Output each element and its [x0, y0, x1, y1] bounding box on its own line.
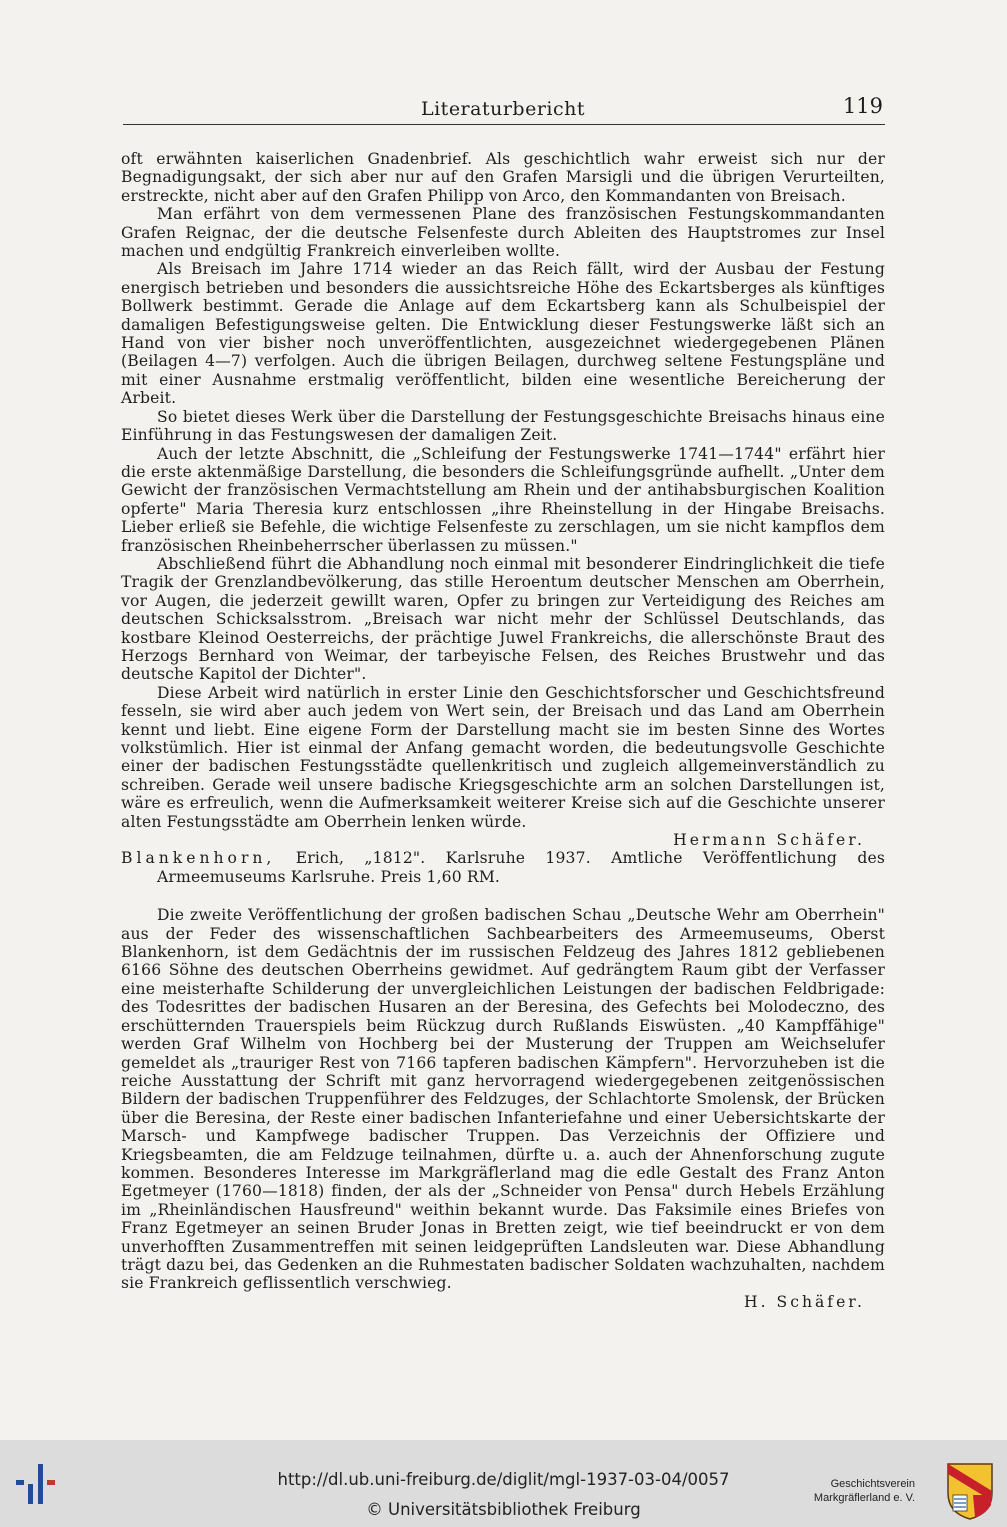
org-line: Markgräflerland e. V.: [813, 1492, 915, 1504]
paragraph: oft erwähnten kaiserlichen Gnadenbrief. Als geschichtlich wahr erweist sich nur der Begnadigungsakt, der sich aber nur auf den Grafen Marsigli und die übrigen Verurteilten, erstreckte, nicht aber auf den Grafen Philipp von Arco, den Kommandanten von Breisach.: [121, 150, 885, 205]
paragraph: Man erfährt von dem vermessenen Plane des französischen Festungskommandanten Grafen Reignac, der die deutsche Felsenfeste durch Ableiten des Hauptstromes zur Insel machen und endgültig Frankreich einverleiben wollte.: [121, 205, 885, 261]
bibliographic-entry: [121, 849, 885, 886]
running-header: [123, 94, 885, 125]
header-title: Literaturbericht: [420, 98, 586, 120]
paragraph: So bietet dieses Werk über die Darstellung der Festungsgeschichte Breisachs hinaus eine Einführung in das Festungswesen der damaligen Zeit.: [121, 407, 885, 445]
org-line: Geschichtsverein: [830, 1478, 915, 1490]
copyright-notice: © Universitätsbibliothek Freiburg: [366, 1500, 641, 1519]
paragraph: Die zweite Veröffentlichung der großen badischen Schau „Deutsche Wehr am Oberrhein" aus der Feder des wissenschaftlichen Sachbearbeiters des Armeemuseums, Oberst Blankenhorn, ist dem Gedächtnis der im russischen Feldzeug des Jahres 1812 gebliebenen 6166 Söhne des deutschen Oberrheins gewidmet. Auf gedrängtem Raum gibt der Verfasser eine meisterhafte Schilderung der unvergleichlichen Leistungen der badischen Feldbrigade: des Todesrittes der badischen Husaren an der Beresina, des Gefechts bei Molodeczno, des erschütternden Trauerspiels beim Rückzug durch Rußlands Eiswüsten. „40 Kampffähige" werden Graf Wilhelm von Hochberg bei der Musterung der Truppen am Weichselufer gemeldet als „trauriger Rest von 7166 tapferen badischen Kämpfern". Hervorzuheben ist die reiche Ausstattung der Schrift mit ganz hervorragend wiedergegebenen zeitgenössischen Bildern der badischen Truppenführer des Feldzuges, der Schlachtorte Smolensk, der Brücken über die Beresina, der Reste einer badischen Infanteriefahne und einer Uebersichtskarte der Marsch- und Kampfwege badischer Truppen. Das Verzeichnis der Offiziere und Kriegsbeamten, die am Feldzuge teilnahmen, dürfte u. a. auch der Ahnenforschung zugute kommen. Besonderes Interesse im Markgräflerland mag die edle Gestalt des Franz Anton Egetmeyer (1760—1818) finden, der als der „Schneider von Pensa" durch Hebels Erzählung im „Rheinländischen Hausfreund" weithin bekannt wurde. Das Faksimile eines Briefes von Franz Egetmeyer an seinen Bruder Jonas in Bretten zeigt, wie tief beeindruckt er von dem unverhofften Zusammentreffen mit seinen leidgeprüften Landsleuten war. Diese Abhandlung trägt dazu bei, das Gedenken an die Ruhmestaten badischer Soldaten wachzuhalten, nachdem sie Frankreich geflissentlich verschwieg.: [121, 906, 885, 1293]
page-number: 119: [842, 94, 883, 118]
permalink-url[interactable]: http://dl.ub.uni-freiburg.de/diglit/mgl-1937-03-04/0057: [277, 1470, 730, 1489]
entry-author: Blankenhorn,: [121, 849, 276, 868]
paragraph: Abschließend führt die Abhandlung noch einmal mit besonderer Eindringlichkeit die tiefe Tragik der Grenzlandbevölkerung, das stille Heroentum deutscher Menschen am Oberrhein, vor Augen, die jederzeit gewillt waren, Opfer zu bringen zur Verteidigung des Reiches am deutschen Schicksalsstrom. „Breisach war nicht mehr der Schlüssel Deutschlands, das kostbare Kleinod Oesterreichs, der prächtige Juwel Frankreichs, die allerschönste Braut des Herzogs Bernhard von Weimar, der tarbeyische Felsen, des Reiches Brustwehr und das deutsche Kapitol der Dichter".: [121, 554, 885, 684]
paragraph: Diese Arbeit wird natürlich in erster Linie den Geschichtsforscher und Geschichtsfreund fesseln, sie wird aber auch jedem von Wert sein, der Breisach und das Land am Oberrhein kennt und liebt. Eine eigene Form der Darstellung macht sie im besten Sinne des Wortes volkstümlich. Hier ist einmal der Anfang gemacht worden, die bedeutungsvolle Geschichte einer der badischen Festungsstädte quellenkritisch und zugleich allgemeinverständlich zu schreiben. Gerade weil unsere badische Kriegsgeschichte arm an solchen Darstellungen ist, wäre es erfreulich, wenn die Aufmerksamkeit weiterer Kreise sich auf die Geschichte unserer alten Festungsstädte am Oberrhein lenken würde.: [121, 683, 885, 831]
review-signature: H. Schäfer.: [744, 1292, 865, 1311]
paragraph: Als Breisach im Jahre 1714 wieder an das Reich fällt, wird der Ausbau der Festung energisch betrieben und besonders die aussichtsreiche Höhe des Eckartsberges als künftiges Bollwerk bestimmt. Gerade die Anlage auf dem Eckartsberg kann als Schulbeispiel der damaligen Befestigungsweise gelten. Die Entwicklung dieser Festungswerke läßt sich an Hand von vier bisher noch unveröffentlichten, ausgezeichnet wiedergegebenen Plänen (Beilagen 4—7) verfolgen. Auch die übrigen Beilagen, durchweg seltene Festungspläne und mit einer Ausnahme erstmalig veröffentlicht, bilden eine wesentliche Bereicherung der Arbeit.: [121, 260, 885, 408]
coat-of-arms-icon: [945, 1461, 995, 1521]
entry-details: Erich, „1812". Karlsruhe 1937. Amtliche Veröffentlichung des Armeemuseums Karlsruhe. Preis 1,60 RM.: [157, 849, 885, 886]
article-body: [121, 150, 885, 1311]
paragraph: Auch der letzte Abschnitt, die „Schleifung der Festungswerke 1741—1744" erfährt hier die erste aktenmäßige Darstellung, die besonders die Schleifungsgründe aufhellt. „Unter dem Gewicht der französischen Vermachtstellung am Rhein und der antihabsburgischen Koalition opferte" Maria Theresia kurz entschlossen „ihre Rheinstellung in der Hingabe Breisachs. Lieber erließ sie Befehle, die wichtige Felsenfeste zu zerschlagen, um sie nicht kampflos dem französischen Rheinbeherrscher überlassen zu müssen.": [121, 444, 885, 555]
organization-name: [814, 1477, 915, 1505]
review-signature: Hermann Schäfer.: [673, 831, 865, 850]
